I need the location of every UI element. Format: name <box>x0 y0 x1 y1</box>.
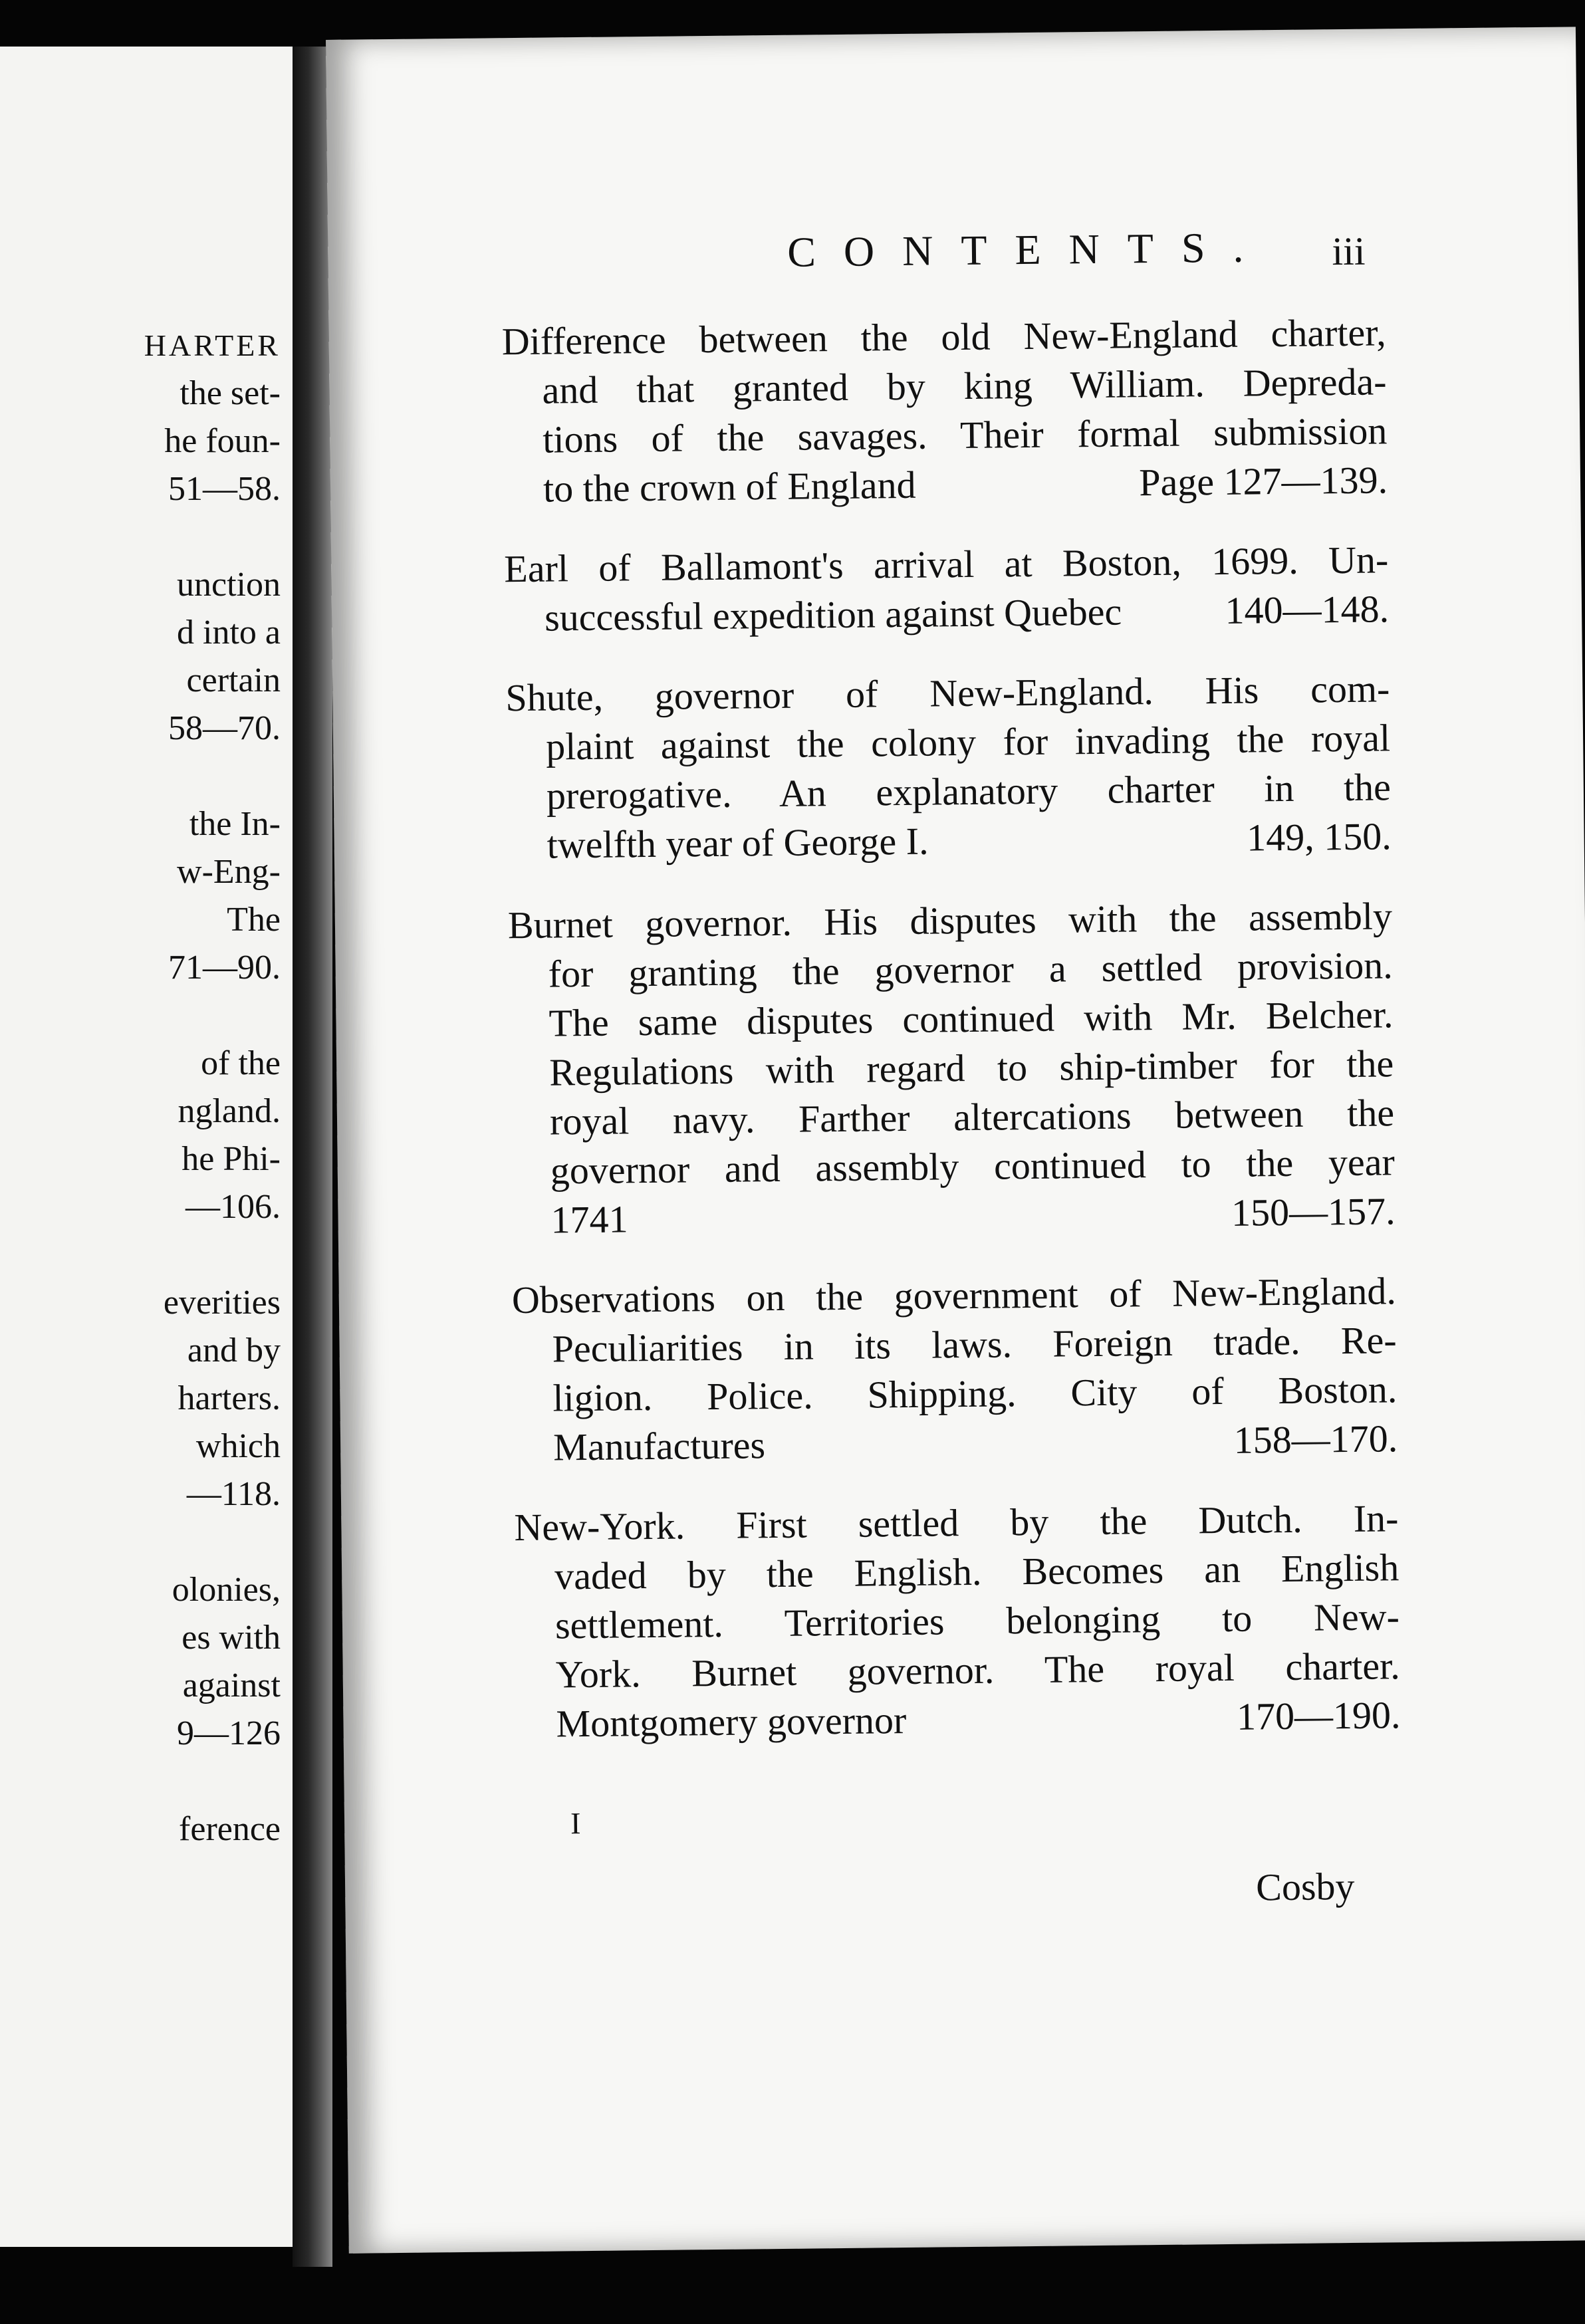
left-page-line: everities <box>163 1284 281 1322</box>
left-page-line: 9—126 <box>177 1714 281 1752</box>
left-page-line: unction <box>177 566 281 604</box>
left-page-line: the set- <box>180 374 281 412</box>
left-page-line: 58—70. <box>168 709 281 747</box>
page-title: CONTENTS. <box>787 223 1272 276</box>
entry-line: ligion. Police. Shipping. City of Boston. <box>552 1367 1398 1420</box>
entry-last-text: Manufactures <box>552 1423 766 1469</box>
entry-line: plaint against the colony for invading the royal <box>545 716 1391 768</box>
entry-last-text: successful expedition against Quebec <box>544 590 1122 639</box>
left-page-line: ngland. <box>178 1092 281 1130</box>
left-page-line: the In- <box>189 805 281 843</box>
entry-last-line <box>503 455 1388 514</box>
signature-mark: I <box>570 1806 581 1841</box>
left-page-line: ference <box>179 1810 281 1848</box>
entry-line: York. Burnet governor. The royal charter. <box>555 1644 1401 1696</box>
contents-entry <box>508 891 1396 1245</box>
left-page-line: —118. <box>186 1475 281 1513</box>
entry-last-text: 1741 <box>550 1197 628 1242</box>
previous-page-fragment <box>0 47 295 2247</box>
entry-last-line <box>516 1690 1401 1749</box>
entry-line: vaded by the English. Becomes an English <box>554 1546 1400 1598</box>
contents-entry <box>514 1494 1401 1749</box>
contents-entry <box>504 535 1389 643</box>
left-page-line: he Phi- <box>182 1140 281 1178</box>
entry-line: New-York. First settled by the Dutch. In- <box>514 1496 1399 1550</box>
entry-last-line <box>505 584 1390 643</box>
entry-line: Peculiarities in its laws. Foreign trade. Re- <box>552 1318 1397 1371</box>
contents-entry <box>511 1266 1398 1472</box>
left-page-line: w-Eng- <box>177 853 281 891</box>
entry-line: Observations on the government of New-England. <box>511 1269 1397 1322</box>
entry-last-line <box>511 1187 1396 1245</box>
contents-entries <box>501 308 1401 1780</box>
entry-last-line <box>513 1414 1398 1472</box>
entry-line: Earl of Ballamont's arrival at Boston, 1699. Un- <box>504 538 1389 591</box>
entry-line: governor and assembly continued to the year <box>550 1140 1396 1193</box>
left-page-line: certain <box>186 661 281 699</box>
left-page-line: and by <box>187 1332 281 1369</box>
left-page-line: —106. <box>185 1188 281 1226</box>
contents-entry <box>505 664 1392 870</box>
entry-last-text: to the crown of England <box>543 463 916 511</box>
entry-line: for granting the governor a settled provision. <box>548 943 1394 996</box>
entry-line: royal navy. Farther altercations between the <box>549 1091 1395 1143</box>
entry-line: Regulations with regard to ship-timber for the <box>549 1042 1394 1094</box>
entry-line: The same disputes continued with Mr. Belcher. <box>549 992 1394 1045</box>
left-page-line: he foun- <box>164 422 281 460</box>
contents-entry <box>501 308 1388 514</box>
left-page-line: olonies, <box>172 1571 281 1609</box>
entry-page-range: 140—148. <box>1225 587 1390 632</box>
entry-page-range: 150—157. <box>1231 1189 1396 1234</box>
left-page-line: es with <box>182 1619 281 1657</box>
left-page-line: The <box>227 901 281 939</box>
entry-page-range: 170—190. <box>1236 1693 1401 1738</box>
left-page-line: which <box>195 1427 281 1465</box>
book-gutter <box>293 47 332 2267</box>
catchword: Cosby <box>1255 1864 1355 1909</box>
left-page-line: of the <box>201 1044 281 1082</box>
entry-page-range: 158—170. <box>1233 1417 1398 1462</box>
left-page-line: 51—58. <box>168 470 281 508</box>
entry-line: Difference between the old New-England charter, <box>501 310 1387 364</box>
entry-line: tions of the savages. Their formal submission <box>542 409 1388 461</box>
entry-line: and that granted by king William. Depreda- <box>542 360 1387 412</box>
entry-last-text: twelfth year of George I. <box>547 819 929 867</box>
entry-line: prerogative. An explanatory charter in the <box>546 765 1392 818</box>
left-page-line: 71—90. <box>168 949 281 987</box>
entry-last-line <box>507 812 1392 870</box>
left-page-line: against <box>182 1667 281 1704</box>
entry-line: Burnet governor. His disputes with the assembly <box>507 894 1393 947</box>
entry-last-text: Montgomery governor <box>556 1698 907 1746</box>
contents-page <box>326 27 1585 2254</box>
page-number: iii <box>1332 229 1366 274</box>
left-page-line: HARTER <box>144 328 281 362</box>
left-page-line: harters. <box>178 1379 281 1417</box>
entry-line: Shute, governor of New-England. His com- <box>505 667 1390 720</box>
entry-page-range: 149, 150. <box>1246 814 1392 860</box>
entry-page-range: Page 127—139. <box>1138 458 1388 505</box>
left-page-line: d into a <box>177 614 281 651</box>
entry-line: settlement. Territories belonging to New- <box>554 1595 1400 1647</box>
